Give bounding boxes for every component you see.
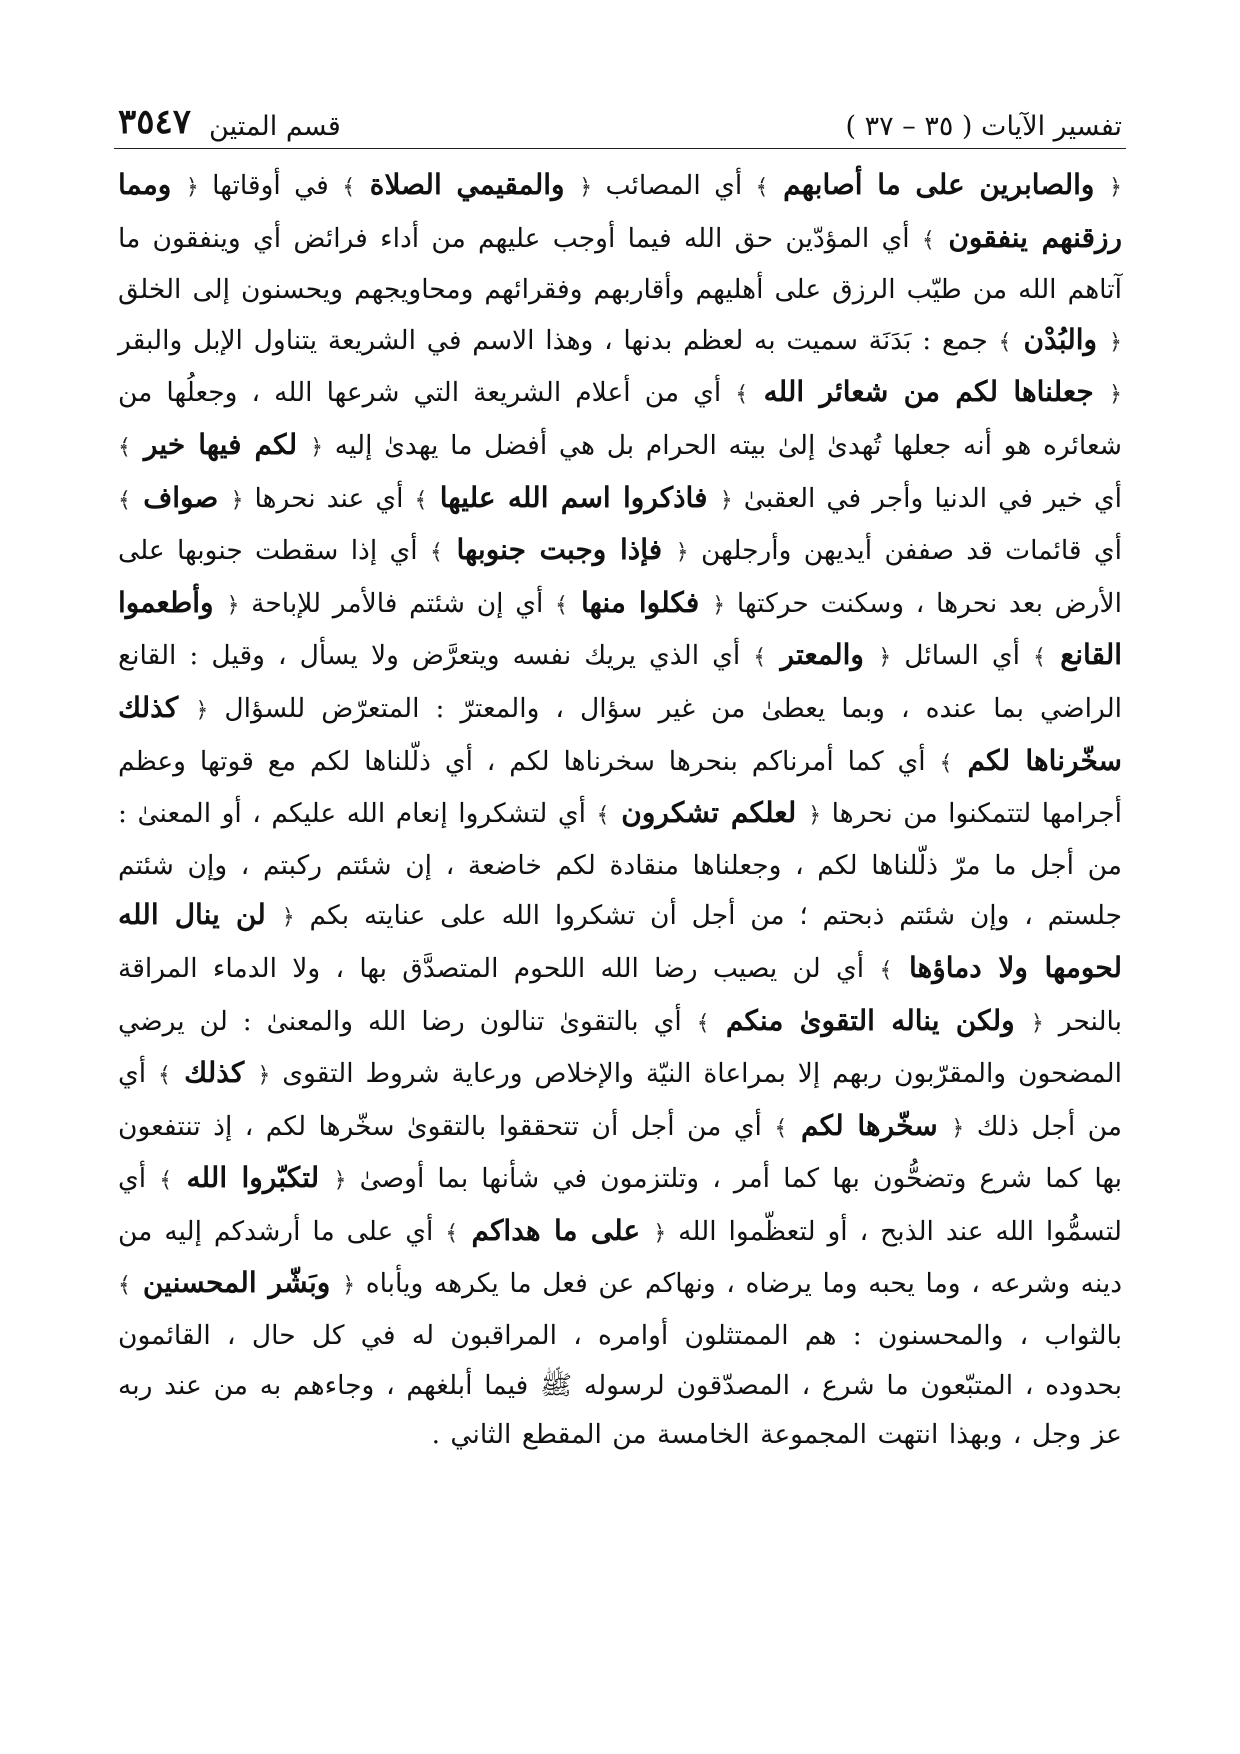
ornate-bracket-icon: ﴾ (879, 957, 893, 983)
ornate-bracket-icon: ﴿ (719, 487, 733, 513)
commentary-text: أي المصائب (592, 170, 756, 201)
commentary-text: أي الذي يريك نفسه ويتعرَّض ولا يسأل ، وقيل : القانع الراضي بما عنده ، وبما يعطىٰ من غير سؤال ، والمعترّ : المتعرّض للسؤال (118, 640, 1123, 724)
quran-quote: سخّرها لكم (787, 1108, 952, 1142)
commentary-text: في أوقاتها (198, 170, 343, 201)
section-title: قسم المتين (209, 111, 341, 142)
quran-quote: والمعتر (766, 638, 879, 672)
commentary-text: أي من أعلام الشريعة التي شرعها الله ، وجعلُها من شعائره هو أنه جعلها تُهدىٰ إلىٰ بيته الحرام بل هي أفضل ما يهدىٰ إليه (118, 377, 1122, 461)
ornate-bracket-icon: ﴿ (653, 1220, 667, 1246)
commentary-text: أي لتشكروا إنعام الله عليكم ، أو المعنىٰ : من أجل ما مرّ ذلّلناها لكم ، وجعلناها منقادة لكم خاضعة ، إن شئتم ركبتم ، وإن شئتم جلستم ، وإن شئتم ذبحتم ؛ من أجل أن تشكروا الله على عنايته بكم (118, 798, 1122, 932)
quran-quote: لن ينال الله لحومها ولا دماؤها (118, 898, 1122, 984)
commentary-text: أي إن شئتم فالأمر للإباحة (239, 587, 556, 619)
commentary-text: أي بالتقوىٰ تنالون رضا الله والمعنىٰ : لن يرضي المضحون والمقرّبون ربهم إلا بمراعاة النيّة والإخلاص ورعاية شروط التقوى (118, 1005, 1122, 1090)
header-divider (114, 148, 1126, 149)
commentary-text: بالثواب ، والمحسنون : هم الممتثلون أوامره ، المراقبون له في كل حال ، القائمون بحدوده ، المتبّعون ما شرع ، المصدّقون لرسوله ﷺ فيما أبلغهم ، وجاءهم به من عند ربه عز وجل ، وبهذا انتهت المجموعة الخامسة من المقطع الثاني . (118, 1320, 1122, 1451)
commentary-text: أي قائمات قد صففن أيديهن وأرجلهن (688, 535, 1123, 567)
quran-quote: كذلك (170, 1056, 258, 1090)
ornate-bracket-icon: ﴾ (998, 329, 1012, 355)
commentary-text: أي على ما أرشدكم إليه من دينه وشرعه ، وما يحبه وما يرضاه ، ونهاكم عن فعل ما يكرهه ويأباه (118, 1215, 1123, 1300)
ornate-bracket-icon: ﴾ (774, 1115, 788, 1141)
commentary-paragraph (118, 160, 1122, 1460)
quran-quote: لعلكم تشكرون (609, 796, 809, 830)
ornate-bracket-icon: ﴿ (185, 175, 199, 200)
ornate-bracket-icon: ﴾ (342, 175, 356, 200)
commentary-body (118, 160, 1122, 1460)
ornate-bracket-icon: ﴾ (596, 803, 610, 829)
ornate-bracket-icon: ﴿ (333, 1168, 347, 1194)
ornate-bracket-icon: ﴾ (118, 487, 131, 513)
commentary-text: أي المؤدّين حق الله فيما أوجب عليهم من أداء فرائض أي وينفقون ما آتاهم الله من طيّب الرزق على أهليهم وأقاربهم وفقرائهم ومحاويجهم ويحسنون إلى الخلق (118, 222, 1122, 306)
quran-quote: لتكبّروا الله (172, 1161, 334, 1195)
ornate-bracket-icon: ﴾ (429, 540, 443, 566)
ornate-bracket-icon: ﴿ (342, 1273, 356, 1299)
commentary-text: أي كما أمرناكم بنحرها سخرناها لكم ، أي ذلّلناها لكم مع قوتها وعظم أجرامها لتتمكنوا من نحرها (118, 745, 1123, 830)
quran-quote: صواف (130, 480, 231, 514)
ornate-bracket-icon: ﴾ (921, 227, 935, 253)
ornate-bracket-icon: ﴾ (939, 750, 953, 776)
ornate-bracket-icon: ﴿ (878, 645, 892, 671)
commentary-text: أي من أجل أن تتحققوا بالتقوىٰ سخّرها لكم ، إذ تنتفعون بها كما شرع وتضحُّون بها كما أمر ، وتلتزمون في شأنها بما أوصىٰ (118, 1110, 1122, 1195)
commentary-text: أي خير في الدنيا وأجر في العقبىٰ (732, 482, 1123, 514)
ornate-bracket-icon: ﴿ (951, 1115, 965, 1141)
ornate-bracket-icon: ﴿ (257, 1063, 271, 1089)
running-header (118, 92, 1122, 142)
ornate-bracket-icon: ﴿ (226, 592, 240, 618)
page-number: ٣٥٤٧ (118, 102, 192, 142)
chapter-title: تفسير الآيات ( ٣٥ – ٣٧ ) (845, 111, 1122, 142)
header-left-group (118, 102, 341, 142)
quran-quote: والصابرين على ما أصابهم (768, 168, 1110, 201)
ornate-bracket-icon: ﴿ (1109, 175, 1122, 200)
ornate-bracket-icon: ﴿ (195, 697, 209, 723)
ornate-bracket-icon: ﴿ (1109, 329, 1122, 355)
quran-quote: وبَشّر المحسنين (130, 1266, 343, 1300)
ornate-bracket-icon: ﴿ (1030, 1010, 1044, 1036)
quran-quote: والمقيمي الصلاة (355, 168, 580, 201)
ornate-bracket-icon: ﴿ (808, 803, 822, 829)
ornate-bracket-icon: ﴿ (579, 175, 593, 200)
ornate-bracket-icon: ﴾ (118, 434, 131, 460)
commentary-text: أي من أجل ذلك (118, 1058, 1123, 1142)
ornate-bracket-icon: ﴾ (753, 645, 767, 671)
ornate-bracket-icon: ﴿ (712, 592, 726, 618)
ornate-bracket-icon: ﴾ (158, 1063, 171, 1089)
quran-quote: ولكن يناله التقوىٰ منكم (709, 1003, 1031, 1037)
quran-quote: جعلناها لكم من شعائر الله (748, 375, 1110, 409)
quran-quote: فاذكروا اسم الله عليها (427, 480, 720, 514)
ornate-bracket-icon: ﴾ (735, 382, 749, 408)
ornate-bracket-icon: ﴿ (281, 905, 295, 931)
quran-quote: كذلك سخّرناها لكم (118, 690, 1122, 777)
ornate-bracket-icon: ﴾ (755, 175, 769, 200)
ornate-bracket-icon: ﴾ (118, 1273, 131, 1299)
quran-quote: فإذا وجبت جنوبها (442, 533, 676, 567)
ornate-bracket-icon: ﴾ (414, 487, 428, 513)
ornate-bracket-icon: ﴾ (696, 1010, 710, 1036)
ornate-bracket-icon: ﴿ (230, 487, 244, 513)
commentary-text: أي السائل (891, 640, 1034, 672)
commentary-text: أي لتسمُّوا الله عند الذبح ، أو لتعظّموا الله (118, 1163, 1122, 1247)
quran-quote: وأطعموا القانع (118, 585, 1123, 672)
commentary-text: أي عند نحرها (243, 482, 415, 514)
quran-quote: فكلوا منها (567, 585, 713, 619)
quran-quote: لكم فيها خير (130, 427, 311, 461)
quran-quote: ومما رزقنهم ينفقون (118, 168, 1122, 254)
ornate-bracket-icon: ﴾ (1033, 645, 1046, 671)
ornate-bracket-icon: ﴿ (1109, 382, 1122, 408)
ornate-bracket-icon: ﴿ (310, 434, 324, 460)
ornate-bracket-icon: ﴿ (675, 540, 689, 566)
commentary-text: أي إذا سقطت جنوبها على الأرض بعد نحرها ، وسكنت حركتها (118, 535, 1122, 619)
commentary-text: جمع : بَدَنَة سميت به لعظم بدنها ، وهذا الاسم في الشريعة يتناول الإبل والبقر (118, 324, 999, 356)
quran-quote: والبُدْن (1011, 322, 1110, 356)
ornate-bracket-icon: ﴾ (159, 1168, 173, 1194)
quran-quote: على ما هداكم (458, 1213, 654, 1247)
ornate-bracket-icon: ﴾ (555, 592, 568, 618)
ornate-bracket-icon: ﴾ (445, 1220, 459, 1246)
commentary-text: أي لن يصيب رضا الله اللحوم المتصدَّق بها ، ولا الدماء المراقة بالنحر (118, 952, 1123, 1037)
